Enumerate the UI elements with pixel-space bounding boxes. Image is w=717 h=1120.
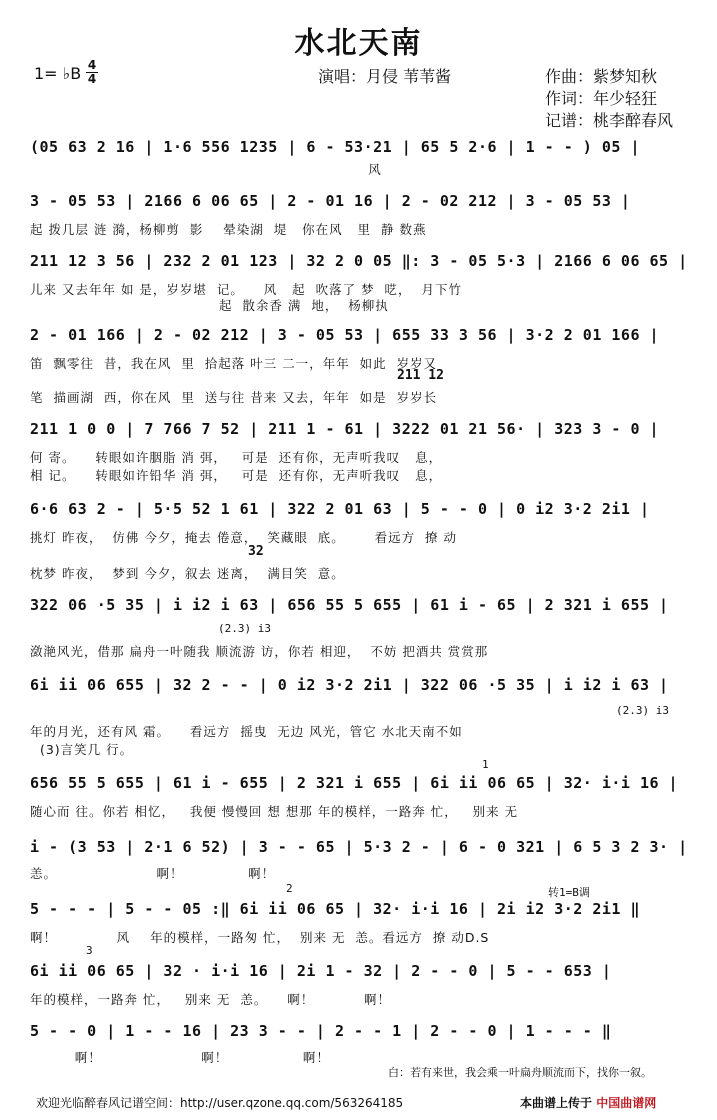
score-row-13: 5 - - 0 | 1 - - 16 | 23 3 - - | 2 - - 1 | 2 - - 0 | 1 - - - ‖ [30,1022,612,1040]
lyric-line: 恙。 啊！ 啊！ [30,866,276,881]
lyric-line: 枕梦 昨夜， 梦到 今夕，叙去 迷离， 满目笑 意。 [30,566,345,581]
modulation-mark: 转1=B调 [548,886,590,899]
score-row-4: 2 - 01 166 | 2 - 02 212 | 3 - 05 53 | 655 33 3 56 | 3·2 2 01 166 | [30,326,660,344]
score-row-12: 6i ii 06 65 | 32 · i·i 16 | 2i 1 - 32 | 2 - - 0 | 5 - - 653 | [30,962,612,980]
lyric-line: 儿来 又去年年 如 是，岁岁堪 记。 风 起 吹落了 梦 呓， 月下竹 [30,282,462,297]
score-row-5: 211 1 0 0 | 7 766 7 52 | 211 1 - 61 | 3222 01 21 56· | 323 3 - 0 | [30,420,660,438]
narration: 白：若有来世，我会乘一叶扁舟顺流而下，找你一叙。 [388,1066,652,1079]
alt-notes: 211 12 [397,368,444,383]
lyric-line: 年的模样，一路奔 忙， 别来 无 恙。 啊！ 啊！ [30,992,391,1007]
alt-notes: 32 [248,544,264,559]
lyric-line: 挑灯 昨夜， 仿佛 今夕，掩去 倦意， 笑藏眼 底。 看远方 撩 动 [30,530,458,545]
lyric-line: 潋滟风光，借那 扁舟一叶随我 顺流游 访，你若 相迎， 不妨 把酒共 赏赏那 [30,644,489,659]
lyric-line: 啊！ 风 年的模样，一路匆 忙， 别来 无 恙。看远方 撩 动D.S [30,930,490,945]
page-title: 水北天南 [294,26,423,61]
lyric-line: 年的月光，还有风 霜。 看远方 摇曳 无边 风光，管它 水北天南不如 [30,724,463,739]
meter-top: 4 [87,58,97,72]
key-signature: 1= ♭B [34,64,82,83]
composer-credit: 作曲：紫梦知秋 [545,67,658,86]
lyric-line: 风 [30,162,382,177]
lyric-line: (3)言笑几 行。 [30,742,134,757]
lyric-line: 随心而 往。你若 相忆， 我便 慢慢回 想 想那 年的模样，一路奔 忙， 别来 无 [30,804,519,819]
score-row-3: 211 12 3 56 | 232 2 01 123 | 32 2 0 05 ‖: 3 - 05 5·3 | 2166 6 06 65 | [30,252,688,270]
lyric-line: 起 拨几层 涟 漪，杨柳剪 影 晕染湖 堤 你在风 里 静 数燕 [30,222,427,237]
footer-welcome: 欢迎光临醉春风记谱空间：http://user.qzone.qq.com/563264185 [36,1096,404,1110]
score-row-1: (05 63 2 16 | 1·6 556 1235 | 6 - 53·21 | 65 5 2·6 | 1 - - ) 05 | [30,138,640,156]
alt-notes: (2.3) i3 [616,704,669,717]
lyricist-credit: 作词：年少轻狂 [545,89,658,108]
lyric-line: 起 散余香 满 地， 杨柳执 [30,298,389,313]
lyric-line: 笔 描画湖 西，你在风 里 送与往 昔来 又去，年年 如是 岁岁长 [30,390,438,405]
transcriber-credit: 记谱：桃李醉春风 [545,111,674,130]
score-row-11: 5 - - - | 5 - - 05 :‖ 6i ii 06 65 | 32· i·i 16 | 2i i2 3·2 2i1 ‖ [30,900,640,918]
lyric-line: 啊！ 啊！ 啊！ [30,1050,330,1065]
lyric-line: 笛 飘零往 昔，我在风 里 拾起落 叶三 二一，年年 如此 岁岁又 [30,356,438,371]
meter-bottom: 4 [87,72,97,86]
score-row-10: i - (3 53 | 2·1 6 52) | 3 - - 65 | 5·3 2 - | 6 - 0 321 | 6 5 3 2 3· | [30,838,688,856]
score-row-7: 322 06 ·5 35 | i i2 i 63 | 656 55 5 655 | 61 i - 65 | 2 321 i 655 | [30,596,669,614]
volta-3: 3 [86,944,93,957]
footer-upload [520,1094,656,1111]
site-logo: 中国曲谱网 [596,1096,657,1110]
score-row-8: 6i ii 06 655 | 32 2 - - | 0 i2 3·2 2i1 | 322 06 ·5 35 | i i2 i 63 | [30,676,669,694]
score-row-2: 3 - 05 53 | 2166 6 06 65 | 2 - 01 16 | 2 - 02 212 | 3 - 05 53 | [30,192,631,210]
alt-notes: (2.3) i3 [218,622,271,635]
volta-1: 1 [482,758,489,771]
lyric-line: 相 记。 转眼如许铅华 消 弭， 可是 还有你，无声听我叹 息， [30,468,443,483]
singers: 演唱：月侵 苇苇酱 [318,67,452,86]
time-signature [86,60,98,85]
score-row-9: 656 55 5 655 | 61 i - 655 | 2 321 i 655 | 6i ii 06 65 | 32· i·i 16 | [30,774,679,792]
upload-prefix: 本曲谱上传于 [520,1096,593,1110]
score-row-6: 6·6 63 2 - | 5·5 52 1 61 | 322 2 01 63 | 5 - - 0 | 0 i2 3·2 2i1 | [30,500,650,518]
lyric-line: 何 寄。 转眼如许胭脂 消 弭， 可是 还有你，无声听我叹 息， [30,450,443,465]
volta-2: 2 [286,882,293,895]
